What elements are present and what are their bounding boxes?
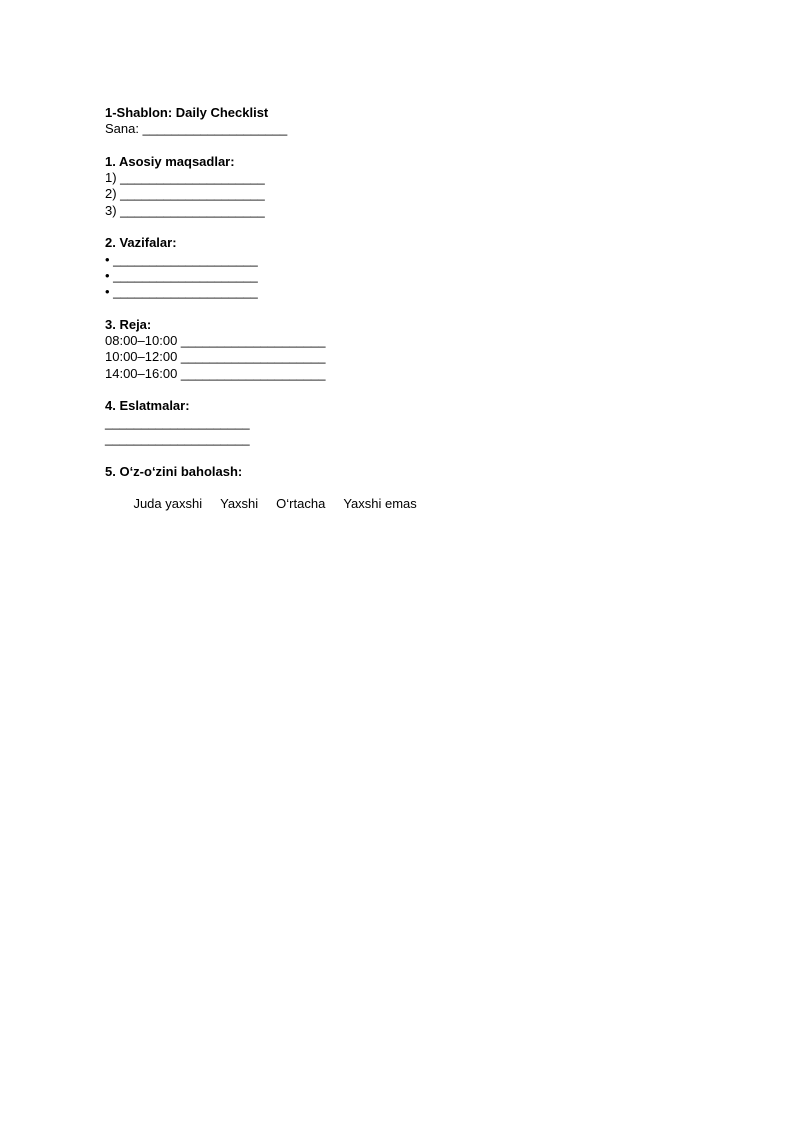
tasks-heading: 2. Vazifalar: bbox=[105, 235, 177, 251]
plan-heading: 3. Reja: bbox=[105, 316, 152, 332]
plan-slot-1[interactable]: 08:00–10:00 ____________________ bbox=[105, 333, 326, 349]
note-line-1[interactable]: ____________________ bbox=[105, 414, 250, 430]
rating-option-average[interactable]: O‘rtacha bbox=[276, 496, 326, 512]
task-item-2[interactable]: • ____________________ bbox=[105, 267, 258, 283]
plan-slot-3[interactable]: 14:00–16:00 ____________________ bbox=[105, 365, 326, 381]
spacer bbox=[105, 219, 705, 235]
rating-option-not-good[interactable]: Yaxshi emas bbox=[343, 496, 417, 512]
self-assessment-options bbox=[105, 480, 705, 512]
plan-slot-2[interactable]: 10:00–12:00 ____________________ bbox=[105, 349, 326, 365]
spacer bbox=[105, 382, 705, 398]
notes-heading: 4. Eslatmalar: bbox=[105, 398, 190, 414]
rating-option-good[interactable]: Yaxshi bbox=[220, 496, 259, 512]
goals-heading: 1. Asosiy maqsadlar: bbox=[105, 153, 235, 169]
self-assessment-heading: 5. O‘z-o‘zini baholash: bbox=[105, 463, 243, 479]
task-item-1[interactable]: • ____________________ bbox=[105, 251, 258, 267]
goal-item-3[interactable]: 3) ____________________ bbox=[105, 202, 265, 218]
goal-item-1[interactable]: 1) ____________________ bbox=[105, 170, 265, 186]
task-item-3[interactable]: • ____________________ bbox=[105, 284, 258, 300]
spacer bbox=[105, 447, 705, 463]
spacer bbox=[105, 138, 705, 154]
spacer bbox=[105, 301, 705, 317]
rating-option-very-good[interactable]: Juda yaxshi bbox=[133, 496, 203, 512]
note-line-2[interactable]: ____________________ bbox=[105, 430, 250, 446]
checklist-page bbox=[105, 105, 705, 512]
date-field[interactable]: Sana: ____________________ bbox=[105, 121, 288, 137]
document-title: 1-Shablon: Daily Checklist bbox=[105, 105, 269, 120]
goal-item-2[interactable]: 2) ____________________ bbox=[105, 186, 265, 202]
